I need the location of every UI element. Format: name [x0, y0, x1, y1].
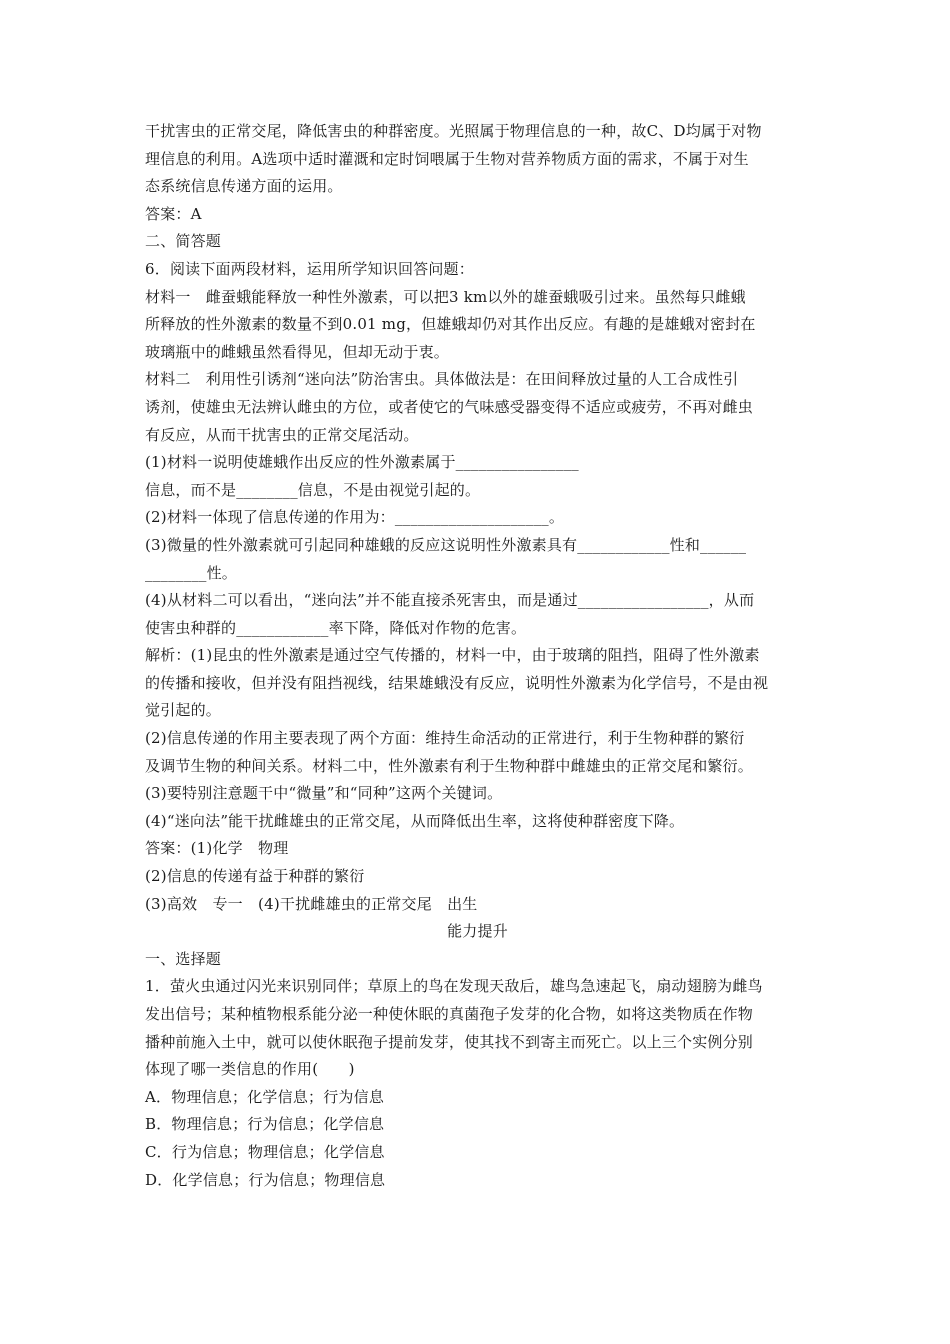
question-line: ________性。 [145, 563, 238, 582]
text-line: 玻璃瓶中的雌蛾虽然看得见，但却无动于衷。 [145, 342, 450, 361]
question-line: 信息，而不是________信息，不是由视觉引起的。 [145, 480, 481, 499]
text-line: 干扰害虫的正常交尾，降低害虫的种群密度。光照属于物理信息的一种，故C、D均属于对物 [145, 122, 762, 140]
option-d: D．化学信息；行为信息；物理信息 [145, 1170, 386, 1189]
question-line: (1)材料一说明使雄蛾作出反应的性外激素属于________________ [145, 453, 579, 472]
analysis-line: (4)“迷向法”能干扰雌雄虫的正常交尾，从而降低出生率，这将使种群密度下降。 [145, 811, 685, 830]
analysis-line: (2)信息传递的作用主要表现了两个方面：维持生命活动的正常进行，利于生物种群的繁衍 [145, 729, 745, 748]
option-a: A．物理信息；化学信息；行为信息 [145, 1087, 385, 1106]
question-line: (2)材料一体现了信息传递的作用为：____________________。 [145, 508, 565, 527]
answer-line: (3)高效 专一 (4)干扰雌雄虫的正常交尾 出生 [145, 894, 478, 913]
analysis-line: 及调节生物的种间关系。材料二中，性外激素有利于生物种群中雌雄虫的正常交尾和繁衍。 [145, 756, 754, 775]
option-b: B．物理信息；行为信息；化学信息 [145, 1115, 385, 1134]
document-page [145, 118, 810, 1194]
text-line: 诱剂，使雄虫无法辨认雌虫的方位，或者使它的气味感受器变得不适应或疲劳，不再对雌虫 [145, 397, 754, 416]
text-line: 材料一 雌蚕蛾能释放一种性外激素，可以把3 km以外的雄蚕蛾吸引过来。虽然每只雌蛾 [145, 287, 746, 306]
answer-line: (2)信息的传递有益于种群的繁衍 [145, 867, 365, 886]
text-line: 态系统信息传递方面的运用。 [145, 177, 343, 196]
question-line: 使害虫种群的____________率下降，降低对作物的危害。 [145, 618, 527, 637]
answer-line: 答案：A [145, 204, 202, 223]
section-heading: 二、简答题 [145, 232, 222, 251]
text-line: 所释放的性外激素的数量不到0.01 mg，但雄蛾却仍对其作出反应。有趣的是雄蛾对密封在 [145, 315, 756, 334]
text-line: 材料二 利用性引诱剂“迷向法”防治害虫。具体做法是：在田间释放过量的人工合成性引 [145, 370, 739, 389]
question-line: (4)从材料二可以看出，“迷向法”并不能直接杀死害虫，而是通过_________________，从而 [145, 591, 755, 610]
analysis-line: 的传播和接收，但并没有阻挡视线，结果雄蛾没有反应，说明性外激素为化学信号，不是由视 [145, 673, 769, 692]
question-line: 播种前施入土中，就可以使休眠孢子提前发芽，使其找不到寄主而死亡。以上三个实例分别 [145, 1032, 754, 1051]
text-line: 有反应，从而干扰害虫的正常交尾活动。 [145, 425, 419, 444]
question-line: 发出信号；某种植物根系能分泌一种使休眠的真菌孢子发芽的化合物，如将这类物质在作物 [145, 1005, 754, 1023]
analysis-line: 觉引起的。 [145, 701, 222, 720]
question-line: 1．萤火虫通过闪光来识别同伴；草原上的鸟在发现天敌后，雄鸟急速起飞，扇动翅膀为雌鸟 [145, 977, 763, 996]
question-line: 6．阅读下面两段材料，运用所学知识回答问题： [145, 259, 474, 278]
question-line: (3)微量的性外激素就可引起同种雄蛾的反应这说明性外激素具有____________性和______ [145, 535, 747, 554]
answer-line: 答案：(1)化学 物理 [145, 839, 289, 858]
option-c: C．行为信息；物理信息；化学信息 [145, 1142, 385, 1161]
analysis-line: (3)要特别注意题干中“微量”和“同种”这两个关键词。 [145, 784, 503, 803]
analysis-line: 解析：(1)昆虫的性外激素是通过空气传播的，材料一中，由于玻璃的阻挡，阻碍了性外激素 [145, 646, 760, 665]
question-line: 体现了哪一类信息的作用( ) [145, 1060, 355, 1079]
text-line: 理信息的利用。A选项中适时灌溉和定时饲喂属于生物对营养物质方面的需求，不属于对生 [145, 149, 749, 168]
section-title: 能力提升 [447, 922, 508, 941]
section-heading: 一、选择题 [145, 949, 222, 968]
